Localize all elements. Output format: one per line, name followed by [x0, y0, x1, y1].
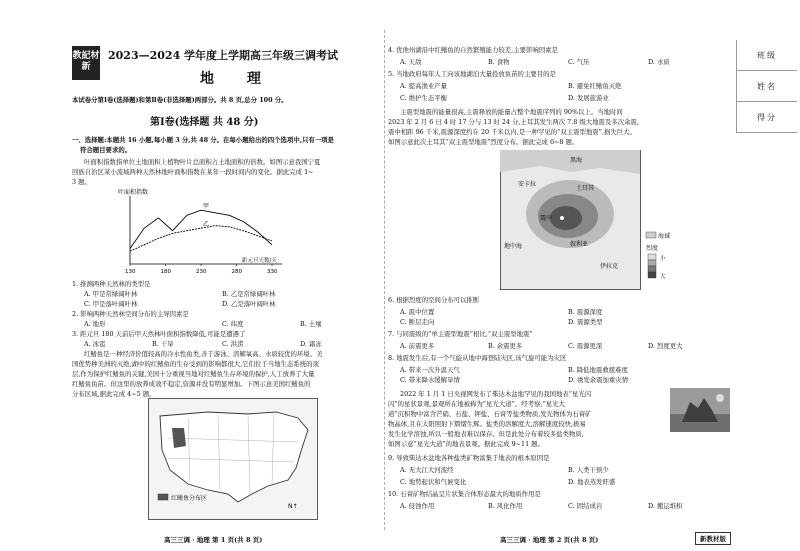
footer-page-2: 高三三调 · 地理 第 2 页(共 8 页): [500, 536, 599, 544]
passage-4-line: 如图示意“星光大道”的地表景观。据此完成 9~11 题。: [388, 440, 544, 448]
passage-3-line: 2023 年 2 月 6 日 4 时 17 分与 13 时 24 分,土耳其发生两次 7.8 级大地震及多次余震,: [388, 118, 639, 126]
class-field[interactable]: 班级: [737, 40, 797, 71]
q10-option[interactable]: A. 侵蚀作用: [400, 502, 435, 510]
q6-option[interactable]: A. 震中位置: [400, 308, 435, 316]
q10-option[interactable]: B. 风化作用: [488, 502, 523, 510]
q8-option[interactable]: A. 带来一次升温天气: [400, 366, 460, 374]
q4-option[interactable]: A. 天敌: [400, 58, 422, 66]
q9-option[interactable]: B. 人类干预少: [568, 466, 609, 474]
series-label: 甲: [203, 203, 210, 211]
q6-option[interactable]: B. 震源深度: [568, 308, 603, 316]
legend-small: 小: [660, 256, 666, 262]
map-label-turkey: 土耳其: [576, 185, 595, 192]
page-divider: [384, 30, 386, 530]
passage-4-line: 2022 年 1 月 1 日央视网发布了柴达木盆地罕见的我国地表“星光闪: [400, 390, 592, 398]
q5-option[interactable]: C. 维护生态平衡: [400, 94, 448, 102]
passage-4-line: 道”沉积物中富含芒硝、石盐、钾盐、石膏等盐类物质,发光物体为石膏矿: [388, 410, 592, 418]
q5-option[interactable]: B. 避免红鳍鱼灭绝: [568, 82, 622, 90]
page-1: [0, 0, 380, 551]
passage-1-line: 叶面积指数指单位土地面积上植物叶片总面积占土地面积的倍数。如图示意我国宁夏: [84, 158, 321, 166]
q1-option[interactable]: B. 乙是常绿阔叶林: [222, 290, 276, 298]
q7-option[interactable]: D. 烈度更大: [648, 342, 683, 350]
map-legend-label: 红鳍鱼分布区: [171, 495, 208, 502]
q8-option[interactable]: D. 诱发余震加重灾情: [568, 376, 629, 384]
q8-option[interactable]: B. 降低地震救援难度: [568, 366, 628, 374]
series-line-乙: [130, 226, 272, 252]
q5-option[interactable]: D. 发展旅游业: [568, 94, 609, 102]
q2-option[interactable]: B. 土壤: [300, 320, 322, 328]
edition-badge: 新教材版: [695, 532, 731, 545]
x-tick-label: 280: [231, 269, 242, 275]
passage-1-line: 3 题。: [72, 178, 91, 186]
q5-stem: 5. 当地政府每年人工向该地湖泊大量投放鱼苗的主要目的是: [388, 70, 556, 78]
q2-option[interactable]: C. 纬度: [222, 320, 244, 328]
turkey-intensity-map: [500, 150, 700, 290]
q1-option[interactable]: C. 甲是落叶阔叶林: [84, 300, 138, 308]
q4-option[interactable]: D. 水质: [648, 58, 670, 66]
q5-option[interactable]: A. 提高渔业产量: [400, 82, 448, 90]
q9-stem: 9. 导致柴达木盆地各种盐类矿物富集于地表的根本原因是: [388, 454, 550, 462]
q7-option[interactable]: B. 余震更多: [488, 342, 523, 350]
passage-4-line: 发生化学溶蚀,所以一般地表难以保存。但是此处分布着较多盐类物质,: [388, 430, 584, 438]
q9-option[interactable]: D. 地表蒸发旺盛: [568, 478, 616, 486]
map-label-mediterranean: 地中海: [504, 243, 523, 250]
legend-large: 大: [660, 274, 666, 280]
q7-stem: 7. 与同震级的“单主震型地震”相比,“双主震型地震”: [388, 330, 533, 338]
map-label-epicenter: 震中: [540, 215, 553, 222]
map-label-syria: 叙利亚: [570, 241, 589, 248]
passage-4-line: 闪”的星状景观,景观所在地被称为“星光大道”。经考察,“星光大: [388, 400, 565, 408]
chart-ylabel: 叶面积指数: [118, 189, 149, 196]
q6-option[interactable]: D. 震源类型: [568, 318, 603, 326]
q3-option[interactable]: B. 干旱: [152, 340, 174, 348]
q6-stem: 6. 根据烈度的空间分布可以推断: [388, 296, 480, 304]
q3-option[interactable]: D. 霜冻: [300, 340, 322, 348]
q4-option[interactable]: C. 气压: [568, 58, 590, 66]
q6-option[interactable]: C. 断层走向: [400, 318, 435, 326]
sidebar: [736, 40, 797, 133]
q2-option[interactable]: A. 地形: [84, 320, 106, 328]
passage-2-line: 层,作为保护红鳍鱼的关键,美国十分重视当地对红鳍鱼生存环境的保护,人工放养了大量: [72, 370, 315, 378]
q1-option[interactable]: A. 甲是常绿阔叶林: [84, 290, 138, 298]
series-label: 乙: [203, 221, 210, 229]
q8-option[interactable]: C. 带来降水缓解旱情: [400, 376, 460, 384]
q4-option[interactable]: B. 食物: [488, 58, 510, 66]
map-label-ankara: 安卡拉: [518, 181, 537, 188]
q1-stem: 1. 推测两种天然林的类型是: [72, 280, 151, 288]
exam-info: 本试卷分第Ⅰ卷(选择题)和第Ⅱ卷(非选择题)两部分。共 8 页,总分 100 分。: [72, 96, 288, 104]
q8-stem: 8. 地震发生后,有一个气旋从地中海登陆灾区,该气旋可能为灾区: [388, 354, 567, 362]
leaf-area-chart: [112, 186, 312, 278]
footer-page-1: 高三三调 · 地理 第 1 页(共 8 页): [164, 536, 263, 544]
q10-option[interactable]: D. 搬运堆积: [648, 502, 683, 510]
passage-3-line: 如图示意此次土耳其“双主震型地震”烈度分布。据此完成 6~8 题。: [388, 138, 579, 146]
passage-2-line: 分布区域,据此完成 4~5 题。: [72, 390, 156, 398]
exam-title: 2023—2024 学年度上学期高三年级三调考试: [108, 49, 339, 62]
us-map: [148, 398, 318, 520]
page-2: [388, 0, 730, 551]
q2-stem: 2. 影响两种天然林空间分布的主导因素是: [72, 310, 189, 318]
series-line-甲: [130, 210, 272, 248]
q3-stem: 3. 距元旦 180 天前后甲天然林叶面积指数降低,可能是遭遇了: [72, 330, 246, 338]
score-field[interactable]: 得分: [737, 102, 797, 133]
passage-2-line: 红鳍鱼是一种经济价值较高的冷水性鱼类,善于游泳、溶解氧高、水质较优的环境。美: [84, 350, 323, 358]
instruction-a: 一、选择题:本题共 16 小题,每小题 3 分,共 48 分。在每小题给出的四个选项中,只有一项是: [72, 136, 334, 144]
name-field[interactable]: 姓名: [737, 71, 797, 102]
chart-xlabel: 距元旦天数/天: [242, 258, 277, 264]
q3-option[interactable]: A. 冰雹: [84, 340, 106, 348]
q10-option[interactable]: C. 固结成岩: [568, 502, 603, 510]
chart-series: [130, 202, 272, 251]
section-title: 第Ⅰ卷(选择题 共 48 分): [150, 117, 259, 128]
passage-2-line: 国优势种美洲的灭绝,湖中的红鳍鱼的生存受到的影响都很大,它们位于当地生态系统的顶: [72, 360, 319, 368]
x-tick-label: 230: [196, 269, 207, 275]
legend-intensity: 烈度: [646, 245, 659, 252]
q3-option[interactable]: C. 洪涝: [222, 340, 244, 348]
x-tick-label: 130: [125, 269, 136, 275]
x-tick-label: 180: [160, 269, 171, 275]
map-label-black-sea: 黑海: [570, 157, 583, 164]
q1-option[interactable]: D. 乙是落叶阔叶林: [222, 300, 276, 308]
compass: N↑: [288, 503, 298, 510]
star-road-photo: [670, 388, 730, 432]
legend-sea: 海域: [658, 233, 671, 240]
q9-option[interactable]: A. 无大江大河流经: [400, 466, 454, 474]
q9-option[interactable]: C. 地势起伏和气候变化: [400, 478, 467, 486]
q10-stem: 10. 石膏矿物结晶呈片状集合体形态最大的地质作用是: [388, 490, 541, 498]
passage-2-line: 红鳍鱼鱼苗。但这里的放养成效不稳定,资源并没有明显增加。下图示意美国红鳍鱼的: [72, 380, 311, 388]
passage-3-line: 震中相距 96 千米,震源深度约在 20 千米以内,是一种罕见的“双主震型地震”,损失巨大。: [388, 128, 636, 136]
subject-title: 地 理: [200, 71, 275, 87]
passage-3-line: 主震型地震的能量很高,主震释放的能量占整个地震序列的 90%以上。当地时间: [400, 108, 623, 116]
q7-option[interactable]: A. 前震更多: [400, 342, 435, 350]
q4-stem: 4. 优他州湖沿中红鳍鱼的自然繁殖能力较差,主要影响因素是: [388, 46, 558, 54]
x-tick-label: 330: [267, 269, 278, 275]
passage-1-line: 回族自治区某小流域两种天然林地叶面积指数在某年一段时间内的变化。据此完成 1~: [72, 168, 314, 176]
instruction-b: 符合题目要求的。: [80, 146, 132, 154]
map-label-iraq: 伊拉克: [600, 263, 619, 270]
q7-option[interactable]: C. 震源更深: [568, 342, 603, 350]
logo: 教記材新: [72, 46, 100, 80]
passage-4-line: 物晶体,且在太阳照射下熠熠生辉。盐类的溶解度大,溶解速度较快,极易: [388, 420, 586, 428]
chart-ticks: [125, 264, 278, 275]
